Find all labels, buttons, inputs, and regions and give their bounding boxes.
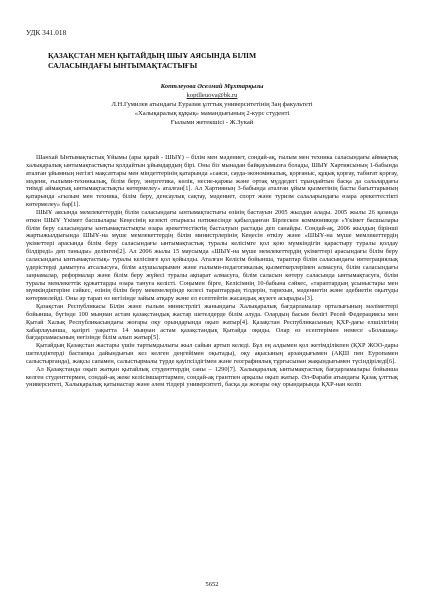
author-supervisor: Ғылыми жетекшісі - Ж.Зукай: [170, 118, 254, 126]
paragraph-2: ШЫҰ аясында мемлекеттердің білім саласындағы ынтымақтастығы өзінің бастауын 2005 жылдан алады. 2005 жылы 26 қазанда өткен ШЫҰ Үкімет басшылары Кеңесінің кезекті отырысы нәтижесінде қабылданған Бірлескен коммюникеде «Үкімет басшылары білім беру саласындағы ынтымақтастықты өзара әрекеттестіктің басталуын растады деп санайды. Сондай-ақ, 2006 жылдың бірінші жартыжылдығында ШЫҰ-на мүше мемлекеттердің білім министрлерінің Кеңесін өткізу және «ШЫҰ-на мүше мемлекеттердің үкіметтері арасында білім беру саласындағы ынтымақтастық туралы келісімге қол қою мүмкіндігін қарастыру туралы қолдау білдіреді» деп таныды» делінген[2]. Ал 2006 жылы 15 маусымда «ШЫҰ-на мүше мемлекеттердің үкіметтері арасындағы білім беру саласындағы ынтымақтастық» туралы келісімге қол қойылды. Аталған Келісім бойынша, тараптар білім саласындағы интеграциялық үдерістерді дамытуға атсалысуға, білім алушыларымен және ғылыми-педагогикалық қызметкерлерімен алмасуға, білім саласындағы заңнамалар, реформалар және білім беру жүйесі туралы ақпарат алмасуға, білім саласын көтеру саласында ынтымақтасуға, білім туралы мемлекеттік құжаттарды өзара тануға келісті. Соңымен бірге, Келісімнің 10-бабына сәйкес, «тараптардың ұсыныстары мен мүмкіндіктеріне сәйкес, өзінің білім беру мекемелерінде келесі тараптардың тілдерін, тарихын, мәдениетін және әдебиетін оқытуды көтермелейді. Оны әр тарап өз негізінде зайым атқару және ел есептейтін жасандық жүзеге асырады»[3].: [26, 208, 398, 303]
page-number: 5652: [205, 581, 219, 588]
title-line-2: САЛАСЫНДАҒЫ ЫНТЫМАҚТАСТЫҒЫ: [48, 61, 198, 70]
article-title: [48, 51, 388, 71]
author-name: Коптлеуова Әселмай Мұхтарқызы: [160, 83, 264, 90]
paragraph-3: Қазақстан Республикасы Білім және ғылым министрлігі жанындағы Халықаралық бағдарламалар орталығының мәліметтері бойынша, бүгінде 100 мыңнан астам қазақстандық жастар шетелдерде білім алуда. Олардың басым бөлігі Ресей Федерациясы мен Қытай Халық Республикасындағы жоғары оқу орындарында оқып жатыр[4]. Қазақстан Республикасының ҚХР-дағы елшілігінің хабарлауынша, қазіргі уақытта 14 мыңнан астам қазақстандық Қытайда оқиды. Олар өз есептерімен немесе «Болашақ» бағдарламасының негізінде білім алып жатыр[5].: [26, 303, 398, 342]
paragraph-4: Қытайдың Қазақстан жастары үшін тартымдылығы жыл сайын артып келеді. Бұл ең алдымен қол жетімділікпен (ҚХР ЖОО-дары шетелдіктерді бастапқы дайындығын кез келген деңгейімен оқытады), оқу ақысының арзандығымен (АҚШ пен Еуропамен салыстырғанда), жақсы сапамен, салыстырмалы түрде қауіпсіздігімен және географиялық тұрғысынан жақындығымен түсіндіріледі[6].: [26, 342, 398, 365]
paragraph-1: Шанхай Ынтымақтастық Ұйымы (ары қарай - ШЫҰ) – білім мен мәдениет, сондай-ақ, ғылым мен техника саласындағы аймақтық халықаралық ынтымақтастықты қолдайтын ұйымдардың бірі. Оны біз мынадан байқауымызға болады, ШЫҰ Хартиясының 1-бабында аталған ұйымның негізгі мақсаттары мен міндеттерінің қатарында «саяси, сауда-экономикалық, қорғаныс, құқық қорғау, табиғат қорғау, мәдени, ғылыми-техникалық, білім беру, энергетика, көлік, несие-қаржы және ортақ мүддедегі тұындайтын басқа да салалардағы тиімді аймақтық ынтымақтастықты көтермелеу» аталған[1]. Ал Хартияның 3-бабында аталған ұйым қызметінің басты бағыттарының қатарында «ғылым мен техника, білім беру, денсаулық сақтау, мәдениет, спорт және туризм салаларындағы өзара әрекеттестікті көтермелеу» бар[1].: [26, 154, 398, 209]
author-block: [26, 83, 398, 128]
udk-code: УДК 341.018: [26, 29, 67, 37]
article-body: [26, 154, 398, 389]
paragraph-5: Ал Қазақстанда оқып жатқан қытайлық студенттердің саны – 1290[7]. Халықаралық ынтымақтастық бағдарламалары бойынша келген студенттермен, сондай-ақ жеке келісімшарттармен, сондай-ақ грантпен арқылы оқып жатыр. Әл-Фараби атындағы Қазақ ұлттық университеті, Халықаралық қатынастар және әлем тілдері университеті, басқа да жоғары оқу орындарында ҚХР-нан келіп: [26, 365, 398, 389]
author-affiliation-1: Л.Н.Гумилев атындағы Еуразия ұлттық университетінің Заң факультеті: [111, 100, 313, 108]
title-line-1: ҚАЗАҚСТАН МЕН ҚЫТАЙДЫҢ ШЫҰ АЯСЫНДА БІЛІМ: [48, 51, 257, 60]
author-email[interactable]: koptlleuova@bk.ru: [186, 91, 238, 99]
author-affiliation-2: «Халықаралық құқық» мамандығының 2-курс студенті: [134, 109, 290, 117]
